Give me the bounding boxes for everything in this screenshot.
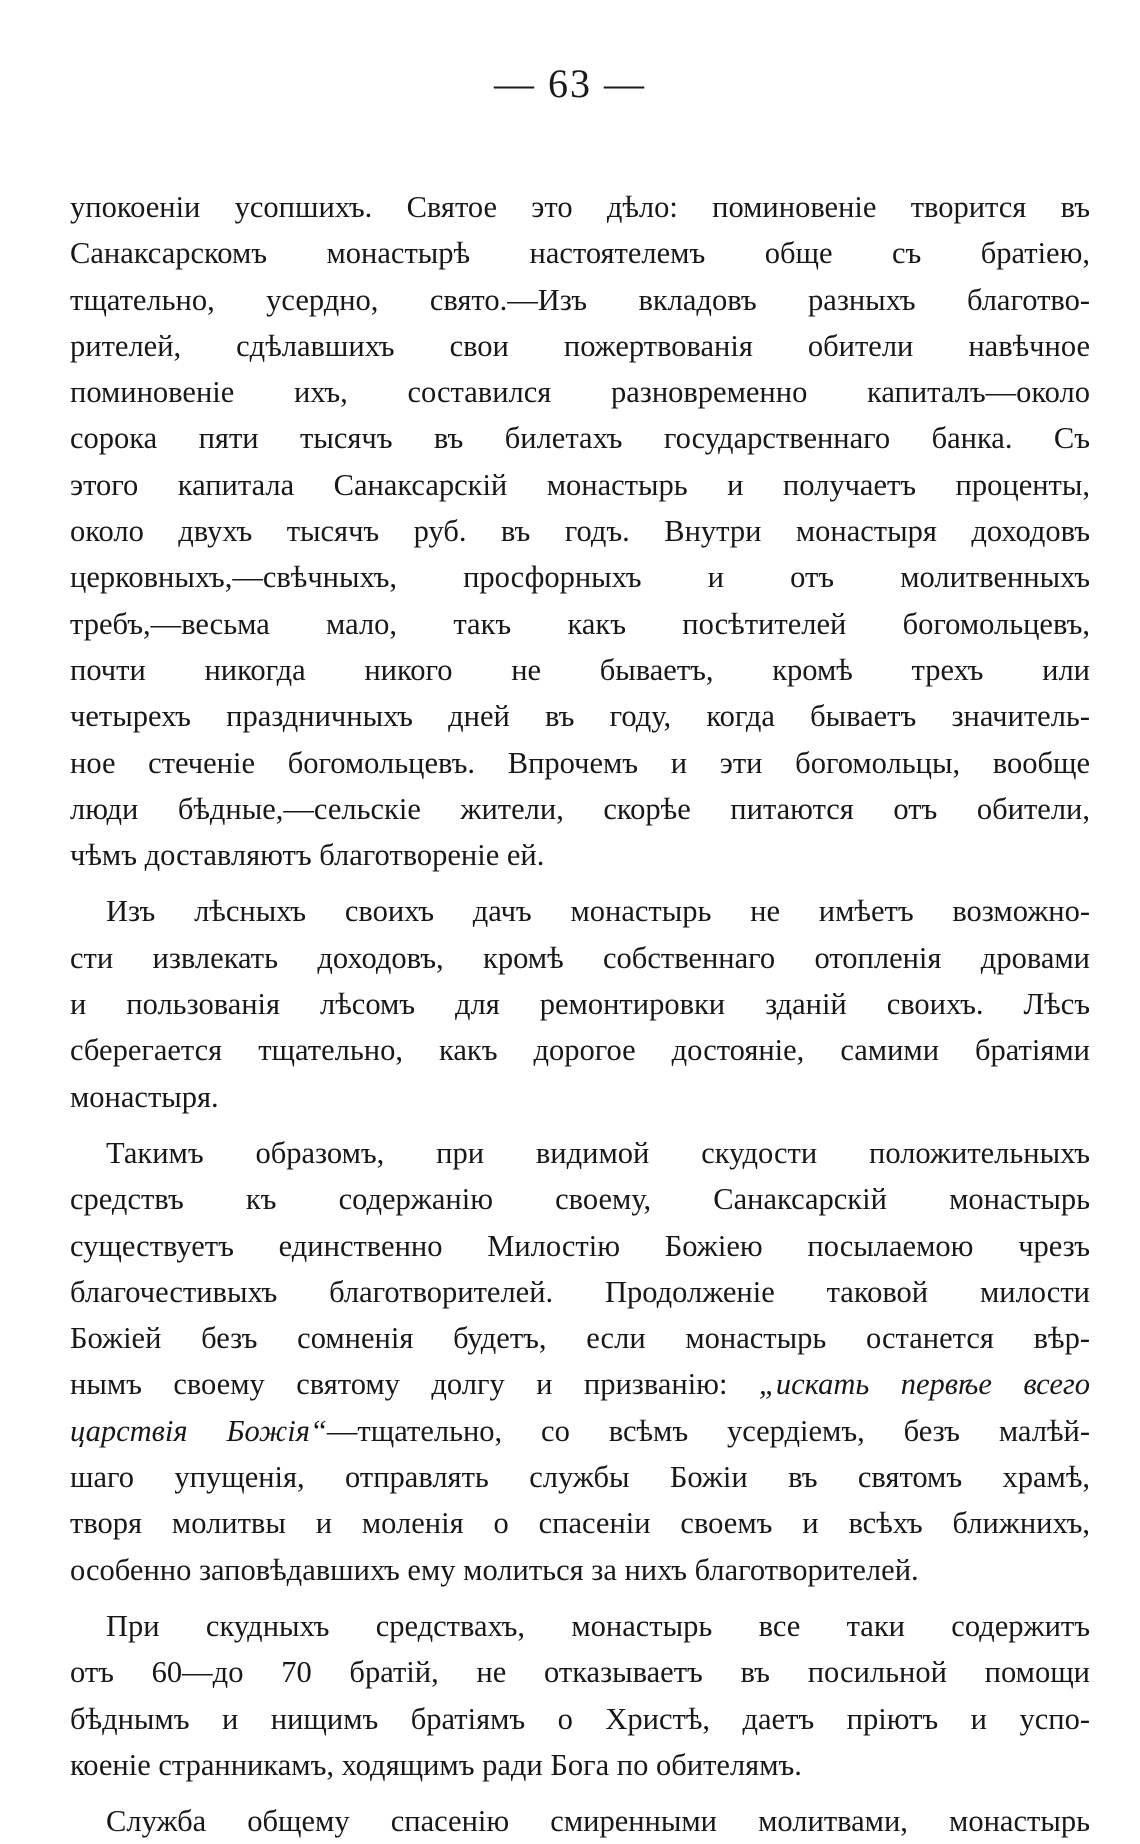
text-line: творя молитвы и моленiя о спасенiи своемъ и всѣхъ ближнихъ, (70, 1506, 1090, 1541)
text-line: Изъ лѣсныхъ своихъ дачъ монастырь не имѣетъ возможно- (106, 894, 1090, 929)
text-line: бѣднымъ и нищимъ братiямъ о Христѣ, даетъ прiютъ и успо- (70, 1701, 1090, 1736)
text-line-mixed (70, 1361, 1090, 1407)
text-line: Служба общему спасенiю смиренными молитвами, монастырь (106, 1804, 1090, 1839)
paragraph-spacer (70, 878, 1090, 888)
paragraph-spacer (70, 1120, 1090, 1130)
text-line: около двухъ тысячъ руб. въ годъ. Внутри монастыря доходовъ (70, 514, 1090, 549)
text-line: При скудныхъ средствахъ, монастырь все таки содержитъ (106, 1608, 1090, 1643)
text-line: чѣмъ доставляютъ благотворенiе ей. (70, 838, 545, 873)
text-line: шаго упущенiя, отправлять службы Божiи въ святомъ храмѣ, (70, 1460, 1090, 1495)
paragraph-spacer (70, 1788, 1090, 1798)
paragraph-2 (70, 888, 1090, 1119)
text-line: четырехъ праздничныхъ дней въ году, когда бываетъ значитель- (70, 699, 1090, 734)
text-line: особенно заповѣдавшихъ ему молиться за нихъ благотворителей. (70, 1552, 919, 1587)
text-line: сберегается тщательно, какъ дорогое достоянiе, самими братiями (70, 1033, 1090, 1068)
text-line: рителей, сдѣлавшихъ свои пожертвованiя обители навѣчное (70, 328, 1090, 363)
text-line: Санаксарскомъ монастырѣ настоятелемъ обще съ братiею, (70, 236, 1090, 271)
text-line: ное стеченiе богомольцевъ. Впрочемъ и эти богомольцы, вообще (70, 745, 1090, 780)
text-line: отъ 60—до 70 братiй, не отказываетъ въ посильной помощи (70, 1655, 1090, 1690)
text-line: требъ,—весьма мало, такъ какъ посѣтителей богомольцевъ, (70, 606, 1090, 641)
paragraph-spacer (70, 1593, 1090, 1603)
text-line: сорока пяти тысячъ въ билетахъ государственнаго банка. Съ (70, 421, 1090, 456)
text-line-mixed (70, 1408, 1090, 1454)
text-line: средствъ къ содержанiю своему, Санаксарскiй монастырь (70, 1182, 1090, 1217)
text-line: благочестивыхъ благотворителей. Продолженiе таковой милости (70, 1274, 1090, 1309)
quoted-emphasis: царствiя Божiя“ (70, 1413, 327, 1448)
text-line: церковныхъ,—свѣчныхъ, просфорныхъ и отъ молитвенныхъ (70, 560, 1090, 595)
text-line: поминовенiе ихъ, составился разновременно капиталъ—около (70, 375, 1090, 410)
text-line: почти никогда никого не бываетъ, кромѣ трехъ или (70, 652, 1090, 687)
text-line: этого капитала Санаксарскiй монастырь и получаетъ проценты, (70, 467, 1090, 502)
paragraph-3 (70, 1130, 1090, 1593)
text-line: монастыря. (70, 1079, 219, 1114)
text-line: сти извлекать доходовъ, кромѣ собственнаго отопленiя дровами (70, 940, 1090, 975)
text-segment: —тщательно, со всѣмъ усердiемъ, безъ малѣй- (326, 1413, 1090, 1448)
paragraph-1 (70, 184, 1090, 878)
paragraph-4 (70, 1603, 1090, 1788)
text-line: и пользованiя лѣсомъ для ремонтировки зданiй своихъ. Лѣсъ (70, 987, 1090, 1022)
text-line: упокоенiи усопшихъ. Святое это дѣло: поминовенiе творится въ (70, 190, 1090, 224)
quoted-emphasis: „искать первѣе всего (758, 1367, 1090, 1402)
text-line: люди бѣдные,—сельскiе жители, скорѣе питаются отъ обители, (70, 791, 1090, 826)
body-text (70, 184, 1090, 1844)
text-segment: нымъ своему святому долгу и призванiю: (70, 1367, 759, 1402)
text-line: существуетъ единственно Милостiю Божiею посылаемою чрезъ (70, 1228, 1090, 1263)
text-line: коенiе странникамъ, ходящимъ ради Бога по обителямъ. (70, 1747, 802, 1782)
paragraph-5 (70, 1798, 1090, 1844)
text-line: тщательно, усердно, свято.—Изъ вкладовъ разныхъ благотво- (70, 282, 1090, 317)
page-number: — 63 — (494, 61, 646, 106)
text-line: Такимъ образомъ, при видимой скудости положительныхъ (106, 1135, 1090, 1170)
text-line: Божiей безъ сомненiя будетъ, если монастырь останется вѣр- (70, 1321, 1090, 1356)
